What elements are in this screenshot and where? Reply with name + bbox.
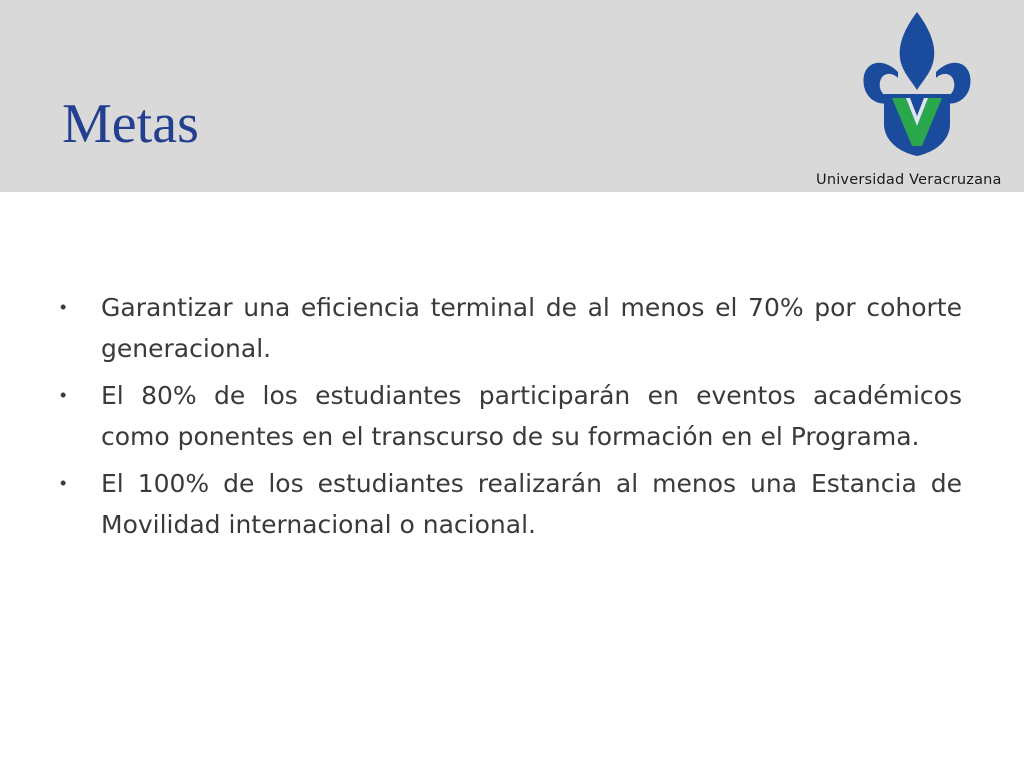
bullet-text: El 100% de los estudiantes realizarán al menos una Estancia de Movilidad internacional o nacional. — [101, 469, 962, 539]
list-item — [60, 463, 962, 545]
bullet-icon: • — [60, 473, 67, 493]
bullet-text: El 80% de los estudiantes participarán en eventos académicos como ponentes en el transcurso de su formación en el Programa. — [101, 381, 962, 451]
list-item — [60, 287, 962, 369]
bullet-list — [60, 287, 962, 551]
bullet-text: Garantizar una eficiencia terminal de al menos el 70% por cohorte generacional. — [101, 293, 962, 363]
page-title: Metas — [62, 93, 199, 155]
university-logo — [810, 10, 1020, 186]
logo-wordmark: Universidad Veracruzana — [816, 172, 1002, 188]
fleur-de-lis-v-icon — [858, 10, 976, 160]
bullet-icon: • — [60, 385, 67, 405]
list-item — [60, 375, 962, 457]
bullet-icon: • — [60, 297, 67, 317]
